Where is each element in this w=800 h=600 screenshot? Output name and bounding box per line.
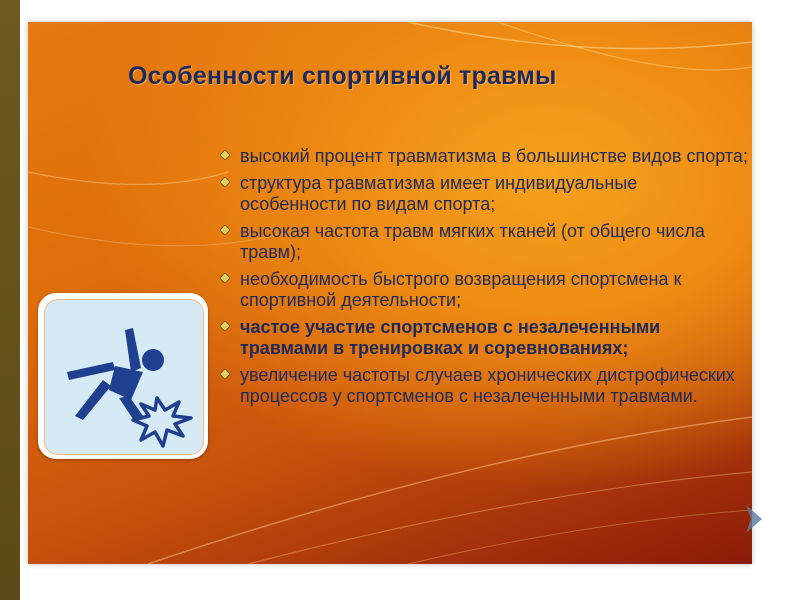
bullet-text: структура травматизма имеет индивидуальные особенности по видам спорта;	[240, 173, 638, 214]
falling-person-icon	[45, 300, 203, 454]
bullet-text: увеличение частоты случаев хронических дистрофических процессов у спортсменов с незалеченными травмами.	[240, 365, 735, 406]
bullet-item	[218, 146, 748, 167]
diamond-bullet-icon	[220, 225, 230, 235]
diamond-bullet-icon	[220, 177, 230, 187]
diamond-bullet-icon	[220, 321, 230, 331]
illustration-background	[44, 299, 204, 455]
bullet-text: высокий процент травматизма в большинстве видов спорта;	[240, 146, 748, 166]
diamond-bullet-icon	[220, 273, 230, 283]
bullet-item	[218, 173, 748, 215]
bullet-text: высокая частота травм мягких тканей (от общего числа травм);	[240, 221, 705, 262]
bullet-text: частое участие спортсменов с незалеченными травмами в тренировках и соревнованиях;	[240, 317, 661, 358]
diamond-bullet-icon	[220, 369, 230, 379]
bullet-item	[218, 365, 748, 407]
injury-illustration	[38, 293, 208, 459]
bullet-item	[218, 317, 748, 359]
left-decor-strip	[0, 0, 20, 600]
bullet-list	[218, 146, 748, 413]
diamond-bullet-icon	[220, 150, 230, 160]
bullet-text: необходимость быстрого возвращения спортсмена к спортивной деятельности;	[240, 269, 682, 310]
slide-title: Особенности спортивной травмы	[128, 62, 557, 90]
next-slide-arrow-icon[interactable]	[746, 505, 762, 533]
bullet-item	[218, 269, 748, 311]
bullet-item	[218, 221, 748, 263]
slide	[28, 22, 752, 564]
